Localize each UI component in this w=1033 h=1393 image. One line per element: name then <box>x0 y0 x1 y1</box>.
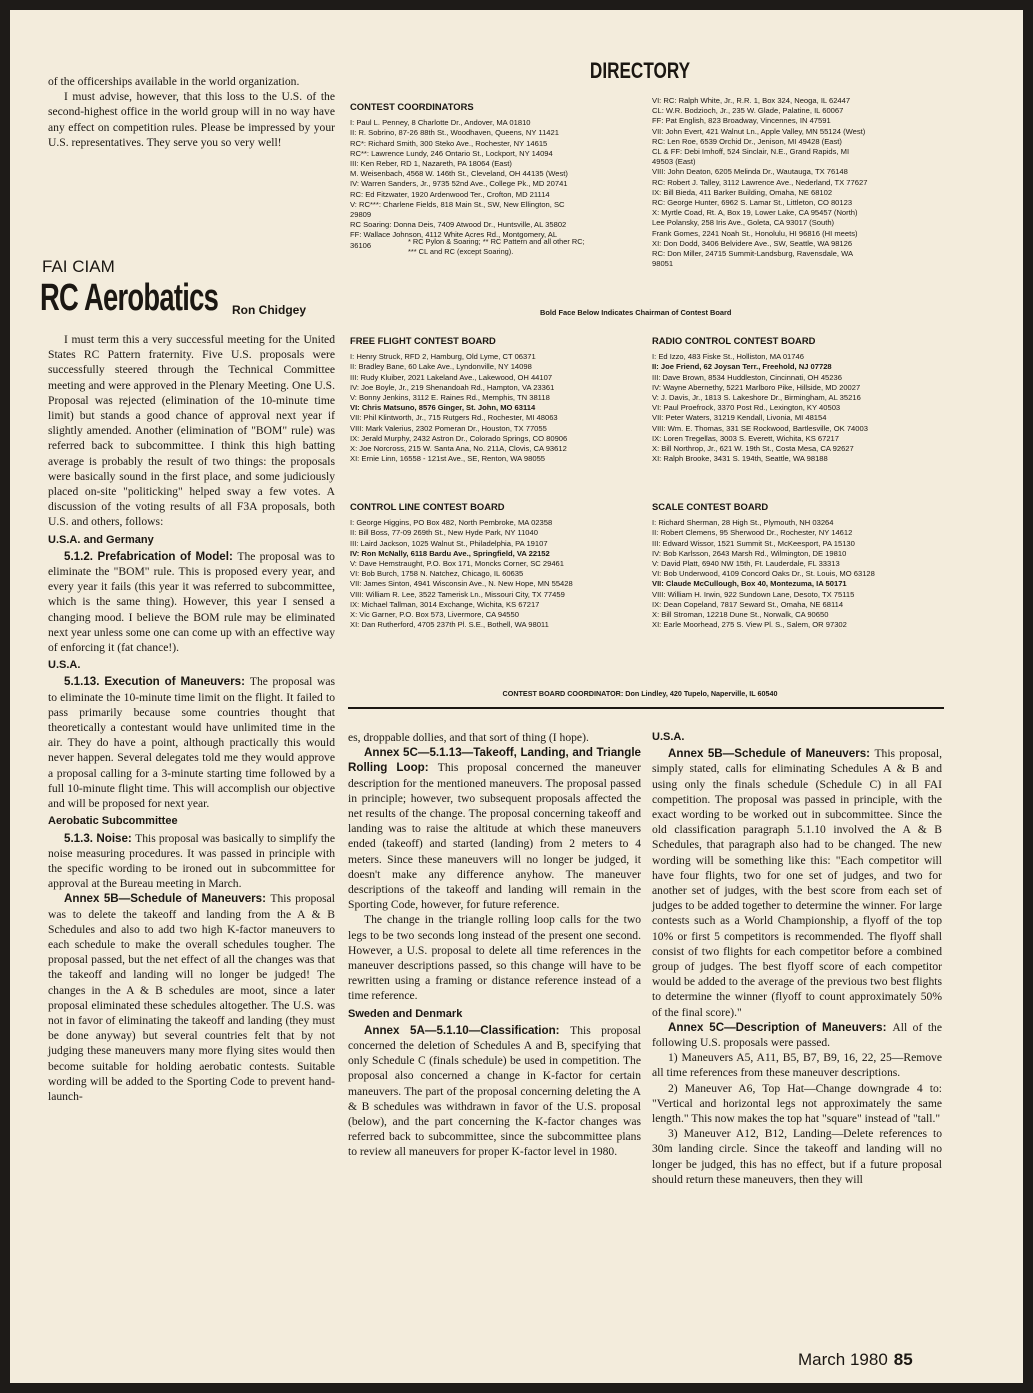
contest-coordinators-left <box>350 102 648 251</box>
directory-entry: VIII: William R. Lee, 3522 Tamerisk Ln., Missouri City, TX 77459 <box>350 589 565 599</box>
directory-entry: VII: Claude McCullough, Box 40, Montezuma, IA 50171 <box>652 579 847 589</box>
article-column-left <box>48 332 335 1104</box>
article-paragraph: This proposal was basically to simplify the noise measuring procedures. It was passed in principle with the specific wording to be ironed out in subcommittee for approval at the Bureau meeting in March. <box>48 831 335 891</box>
directory-entry: III: Ken Reber, RD 1, Nazareth, PA 18064 (East) <box>350 159 512 169</box>
directory-entry: III: Edward Wissor, 1521 Summit St., McKeesport, PA 15130 <box>652 538 855 548</box>
directory-entry: V: Bonny Jenkins, 3112 E. Raines Rd., Memphis, TN 38118 <box>350 393 550 403</box>
directory-entry: VIII: Mark Valerius, 2302 Pomeran Dr., Houston, TX 77055 <box>350 423 547 433</box>
directory-entry: XI: Earle Moorhead, 275 S. View Pl. S., Salem, OR 97302 <box>652 620 847 630</box>
directory-entry: IV: Warren Sanders, Jr., 9735 52nd Ave., College Pk., MD 20741 <box>350 179 568 189</box>
article-column-middle <box>348 730 641 1160</box>
directory-entry: X: Vic Garner, P.O. Box 573, Livermore, CA 94550 <box>350 610 519 620</box>
list-item: 3) Maneuver A12, B12, Landing—Delete references to 30m landing circle. Since the takeoff and landing will no longer be judged, this has no effect, but if a future proposal should return these maneuvers, then they will <box>652 1127 942 1186</box>
directory-entry: VI: Chris Matsuno, 8576 Ginger, St. John, MO 63114 <box>350 403 536 413</box>
free-flight-board <box>350 336 646 464</box>
article-paragraph: es, droppable dollies, and that sort of thing (I hope). <box>348 731 589 744</box>
directory-entry: 49503 (East) <box>652 157 696 167</box>
contest-coordinators-right <box>652 96 944 269</box>
coordinator-footnote-1: * RC Pylon & Soaring; ** RC Pattern and all other RC; <box>408 237 585 246</box>
directory-entry: VIII: John Deaton, 6205 Melinda Dr., Wautauga, TX 76148 <box>652 167 848 177</box>
directory-entry: I: Paul L. Penney, 8 Charlotte Dr., Andover, MA 01810 <box>350 118 531 128</box>
directory-entry: CL: W.R. Bodzioch, Jr., 235 W. Glade, Palatine, IL 60067 <box>652 106 844 116</box>
directory-list <box>652 352 944 464</box>
directory-entry: IX: Loren Tregellas, 3003 S. Everett, Wichita, KS 67217 <box>652 433 839 443</box>
directory-entry: FF: Pat English, 823 Broadway, Vincennes, IN 47591 <box>652 116 831 126</box>
directory-entry: VIII: Wm. E. Thomas, 331 SE Rockwood, Bartlesville, OK 74003 <box>652 423 868 433</box>
list-item: 2) Maneuver A6, Top Hat—Change downgrade 4 to: "Vertical and horizontal legs not approximately the same length." This now makes the top hat "square" instead of "tall." <box>652 1081 942 1126</box>
directory-entry: XI: Don Dodd, 3406 Belvidere Ave., SW, Seattle, WA 98126 <box>652 238 853 248</box>
directory-list <box>350 352 646 464</box>
directory-entry: VI: RC: Ralph White, Jr., R.R. 1, Box 324, Neoga, IL 62447 <box>652 96 851 105</box>
rule-heading: Annex 5B—Schedule of Maneuvers: <box>668 747 871 761</box>
directory-entry: Lee Polansky, 258 Iris Ave., Goleta, CA 93017 (South) <box>652 218 835 228</box>
article-paragraph: The proposal was to eliminate the "BOM" rule. This is proposed every year, and every year it fails (this year it was referred to subcommittee, which is the same thing). However, this year I sensed a changing mood. I believe the BOM rule may be eliminated next year unless some one can come up with an effective way of enforcing it (fat chance!). <box>48 549 335 655</box>
directory-list <box>350 118 648 251</box>
article-column-right <box>652 730 942 1187</box>
magazine-page <box>10 10 1023 1383</box>
directory-section-heading: RADIO CONTROL CONTEST BOARD <box>652 336 816 346</box>
page-number: 85 <box>893 1350 913 1369</box>
directory-entry: IX: Michael Tallman, 3014 Exchange, Wichita, KS 67217 <box>350 599 540 609</box>
directory-entry: VI: Paul Proefrock, 3370 Post Rd., Lexington, KY 40503 <box>652 403 841 413</box>
directory-entry: RC: Len Roe, 6539 Orchid Dr., Jenison, MI 49428 (East) <box>652 136 842 146</box>
directory-entry: 36106 <box>350 240 372 250</box>
control-line-board <box>350 502 646 630</box>
directory-entry: I: Richard Sherman, 28 High St., Plymouth, NH 03264 <box>652 518 834 528</box>
directory-entry: III: Laird Jackson, 1025 Walnut St., Philadelphia, PA 19107 <box>350 538 548 548</box>
section-heading: U.S.A. <box>48 659 81 672</box>
directory-entry: I: Henry Struck, RFD 2, Hamburg, Old Lyme, CT 06371 <box>350 352 536 362</box>
directory-entry: VII: James Sinton, 4941 Wisconsin Ave., N. New Hope, MN 55428 <box>350 579 573 589</box>
directory-entry: IX: Jerald Murphy, 2432 Astron Dr., Colorado Springs, CO 80906 <box>350 433 568 443</box>
directory-list <box>652 518 944 630</box>
divider <box>348 707 944 709</box>
article-paragraph: This proposal concerned the maneuver description for the mentioned maneuvers. The proposal passed in principle; however, two subsequent proposals affected the net results of the change. The proposal concerning takeoff and landing was to raise the altitude at which these maneuvers ended (takeoff) and started (landing) from 2 meters to 4 meters. Since these maneuvers will no longer be judged, it doesn't make any difference anyhow. The maneuver descriptions of the takeoff and landing will remain in the Sporting Code, however, for future reference. <box>348 761 641 912</box>
directory-entry: FF: Wallace Johnson, 4112 White Acres Rd., Montgomery, AL <box>350 230 558 240</box>
section-heading: Sweden and Denmark <box>348 1007 463 1020</box>
directory-entry: II: Robert Clemens, 95 Sherwood Dr., Rochester, NY 14612 <box>652 528 853 538</box>
directory-entry: RC Soaring: Donna Deis, 7409 Atwood Dr., Huntsville, AL 35802 <box>350 220 567 230</box>
scale-board <box>652 502 944 630</box>
section-heading: Aerobatic Subcommittee <box>48 815 178 828</box>
rule-heading: 5.1.3. Noise: <box>64 831 132 845</box>
directory-entry: I: Ed Izzo, 483 Fiske St., Holliston, MA 01746 <box>652 352 804 362</box>
directory-entry: RC: Ed Fitzwater, 1920 Ardenwood Ter., Crofton, MD 21114 <box>350 189 550 199</box>
directory-section-heading: CONTEST COORDINATORS <box>350 102 474 112</box>
directory-entry: III: Rudy Kluiber, 2021 Lakeland Ave., Lakewood, OH 44107 <box>350 372 553 382</box>
issue-date: March 1980 <box>798 1350 888 1369</box>
directory-section-heading: SCALE CONTEST BOARD <box>652 502 769 512</box>
directory-entry: RC**: Lawrence Lundy, 246 Ontario St., Lockport, NY 14094 <box>350 148 553 158</box>
rule-heading: Annex 5B—Schedule of Maneuvers: <box>64 892 266 906</box>
directory-entry: V: J. Davis, Jr., 1813 S. Lakeshore Dr., Birmingham, AL 35216 <box>652 393 861 403</box>
directory-entry: IV: Bob Karlsson, 2643 Marsh Rd., Wilmington, DE 19810 <box>652 548 847 558</box>
directory-entry: CL & FF: Debi Imhoff, 524 Sinclair, N.E., Grand Rapids, MI <box>652 147 850 157</box>
directory-entry: III: Dave Brown, 8534 Huddleston, Cincinnati, OH 45236 <box>652 372 842 382</box>
section-heading: U.S.A. <box>652 731 685 743</box>
directory-entry: M. Weisenbach, 4568 W. 146th St., Cleveland, OH 44135 (West) <box>350 169 568 179</box>
page-folio <box>798 1350 913 1370</box>
directory-entry: IV: Wayne Abernethy, 5221 Marlboro Pike, Hillside, MD 20027 <box>652 382 861 392</box>
intro-paragraph-2: I must advise, however, that this loss to the U.S. of the second-highest office in the world group will in no way have any effect on competition rules. Please be impressed by your U.S. representatives. They serve you so very well! <box>48 90 335 149</box>
directory-entry: V: David Platt, 6940 NW 15th, Ft. Lauderdale, FL 33313 <box>652 559 840 569</box>
directory-entry: VII: Peter Waters, 31219 Kendall, Livonia, MI 48154 <box>652 413 827 423</box>
coordinator-footnote-2: *** CL and RC (except Soaring). <box>408 247 514 256</box>
directory-entry: IV: Joe Boyle, Jr., 219 Shenandoah Rd., Hampton, VA 23361 <box>350 382 555 392</box>
article-paragraph: This proposal, simply stated, calls for eliminating Schedules A & B and using only the finals schedule (Schedule C) in all FAI competition. The proposal was passed in principle, with the exact wording to be worked out in subcommittee. Since the old classification paragraph 5.1.10 involved the A & B Schedules, that paragraph also had to be changed. The new wording will be something like this: "Each competitor will have four flights, two for one set of judges, and two for another set of judges, with the best score from each set of judges to be added together to determine the winner. For large contests such as a World Championship, a flyoff of the top 10% or first 5 competitors is recommended. The flyoff shall consist of two flights for each competitor before a combined group of judges. The best flyoff score of each competitor would be added to the average of the previous two best flights to determine the winner (flyoff to count approximately 50% of the final score)." <box>652 747 942 1019</box>
directory-entry: I: George Higgins, PO Box 482, North Pembroke, MA 02358 <box>350 518 553 528</box>
directory-entry: X: Myrtle Coad, Rt. A, Box 19, Lower Lake, CA 95457 (North) <box>652 208 858 218</box>
directory-entry: X: Joe Norcross, 215 W. Santa Ana, No. 211A, Clovis, CA 93612 <box>350 444 567 454</box>
directory-entry: IV: Ron McNally, 6118 Bardu Ave., Springfield, VA 22152 <box>350 548 550 558</box>
article-paragraph: The proposal was to eliminate the 10-minute time limit on the flight. It failed to pass primarily because some countries thought that theoretically a contestant would have unlimited time in the air. They do have a point, although practically this would never happen. Several delegates told me they would approve a proposal calling for a 3-minute starting time followed by a full 10-minute flight time. This will accomplish our objective and will be proposed for next year. <box>48 675 335 811</box>
contest-board-coordinator: CONTEST BOARD COORDINATOR: Don Lindley, 420 Tupelo, Naperville, IL 60540 <box>502 689 778 698</box>
directory-entry: RC: Robert J. Talley, 3112 Lawrence Ave., Nederland, TX 77627 <box>652 177 868 187</box>
article-author: Ron Chidgey <box>232 303 306 317</box>
directory-entry: VI: Bob Underwood, 4109 Concord Oaks Dr., St. Louis, MO 63128 <box>652 569 875 579</box>
rule-heading: Annex 5C—Description of Maneuvers: <box>668 1020 887 1034</box>
directory-entry: VII: John Evert, 421 Walnut Ln., Apple Valley, MN 55124 (West) <box>652 126 866 136</box>
rule-heading: 5.1.13. Execution of Maneuvers: <box>64 675 245 689</box>
directory-entry: II: Bradley Bane, 60 Lake Ave., Lyndonville, NY 14098 <box>350 362 532 372</box>
directory-list <box>350 518 646 630</box>
article-kicker: FAI CIAM <box>42 257 115 276</box>
directory-entry: XI: Ernie Linn, 16558 - 121st Ave., SE, Renton, WA 98055 <box>350 454 546 464</box>
directory-section-heading: FREE FLIGHT CONTEST BOARD <box>350 336 496 346</box>
directory-entry: RC: George Hunter, 6962 S. Lamar St., Littleton, CO 80123 <box>652 198 853 208</box>
section-heading: U.S.A. and Germany <box>48 533 154 546</box>
directory-entry: II: R. Sobrino, 87-26 88th St., Woodhaven, Queens, NY 11421 <box>350 128 559 138</box>
intro-text <box>48 74 335 150</box>
directory-entry: IX: Dean Copeland, 7817 Seward St., Omaha, NE 68114 <box>652 599 844 609</box>
rule-heading: Annex 5A—5.1.10—Classification: <box>364 1023 560 1037</box>
directory-entry: XI: Ralph Brooke, 3431 S. 194th, Seattle, WA 98188 <box>652 454 828 464</box>
article-title: RC Aerobatics <box>40 277 219 319</box>
article-paragraph: All of the following U.S. proposals were passed. <box>652 1020 942 1050</box>
directory-entry: V: RC***: Charlene Fields, 818 Main St., SW, New Ellington, SC <box>350 199 565 209</box>
bold-face-note: Bold Face Below Indicates Chairman of Contest Board <box>540 308 732 317</box>
directory-entry: X: Bill Stroman, 12218 Dune St., Norwalk, CA 90650 <box>652 610 829 620</box>
directory-entry: X: Bill Northrop, Jr., 621 W. 19th St., Costa Mesa, CA 92627 <box>652 444 854 454</box>
directory-entry: RC*: Richard Smith, 300 Steko Ave., Rochester, NY 14615 <box>350 138 548 148</box>
rule-heading: 5.1.2. Prefabrication of Model: <box>64 549 233 563</box>
article-paragraph: I must term this a very successful meeting for the United States RC Pattern fraternity. Five U.S. proposals were successfully steered through the Technical Committee meeting and were approved in the Plenary Meeting. One U.S. Proposal was rejected (elimination of the 10-minute time limit) but stands a good chance of approval next year if slightly amended. Another (elimination of "BOM" rule) was referred back to subcommittee. I think this high batting average is probably the result of two things: the proposals were basically sound in the first place, and some judiciously placed on-site "politicking" helped sway a few votes. A discussion of the voting results of all F3A proposals, both U.S. and others, follows: <box>48 333 335 529</box>
directory-entry: RC: Don Miller, 24715 Summit-Landsburg, Ravensdale, WA <box>652 249 854 259</box>
directory-entry: II: Bill Boss, 77-09 269th St., New Hyde Park, NY 11040 <box>350 528 538 538</box>
directory-entry: VI: Bob Burch, 1758 N. Natchez, Chicago, IL 60635 <box>350 569 524 579</box>
radio-control-board <box>652 336 944 464</box>
article-paragraph: The change in the triangle rolling loop calls for the two legs to be two seconds long instead of the present one second. However, a U.S. proposal to delete all time references in the maneuver descriptions passed, so this change will have to be rewritten using a framing or distance reference instead of a time reference. <box>348 913 641 1003</box>
directory-entry: XI: Dan Rutherford, 4705 237th Pl. S.E., Bothell, WA 98011 <box>350 620 549 630</box>
article-paragraph: This proposal concerned the deletion of Schedules A and B, specifying that only Schedule C (finals schedule) be used in competition. The proposal also concerned a change in K-factor for certain maneuvers. The part of the proposal concerning deleting the A & B schedules was withdrawn in favor of the U.S. proposal (below), and the part concerning the K-factor changes was referred back to subcommittee, since the subcommittee plans to review all maneuvers for proper K-factor level in 1980. <box>348 1023 642 1159</box>
article-paragraph: This proposal was to delete the takeoff and landing from the A & B Schedules and also to add two high K-factor maneuvers to each schedule to make the overall schedules tougher. The proposal passed, but the net effect of all the changes was that the takeoff and landing will no longer be judged! The changes in the A & B schedules are moot, since a later proposal eliminated these schedules altogether. The U.S. was not in favor of eliminating the takeoff and landing (they must be done anyway) but several countries felt that by not judging these maneuvers many more flying sites would then become suitable for holding aerobatic contests. Suitable wording will be added to the Sporting Code to prevent hand-launch- <box>48 892 335 1103</box>
directory-title: DIRECTORY <box>589 58 691 83</box>
directory-entry: VII: Phil Klintworth, Jr., 715 Rutgers Rd., Rochester, MI 48063 <box>350 413 558 423</box>
directory-entry: IX: Bill Bieda, 411 Barker Building, Omaha, NE 68102 <box>652 187 833 197</box>
directory-entry: 98051 <box>652 259 674 269</box>
intro-paragraph-1: of the officerships available in the world organization. <box>48 75 300 88</box>
directory-entry: 29809 <box>350 210 372 220</box>
rule-heading: Annex 5C—5.1.13—Takeoff, Landing, and Triangle Rolling Loop: <box>348 746 641 775</box>
list-item: 1) Maneuvers A5, A11, B5, B7, B9, 16, 22, 25—Remove all time references from these maneuver descriptions. <box>652 1051 942 1080</box>
directory-list <box>652 96 944 269</box>
directory-entry: V: Dave Hemstraught, P.O. Box 171, Moncks Corner, SC 29461 <box>350 559 564 569</box>
directory-entry: VIII: William H. Irwin, 922 Sundown Lane, Desoto, TX 75115 <box>652 589 855 599</box>
directory-section-heading: CONTROL LINE CONTEST BOARD <box>350 502 505 512</box>
directory-entry: Frank Gomes, 2241 Noah St., Honolulu, HI 96816 (HI meets) <box>652 228 858 238</box>
directory-entry: II: Joe Friend, 62 Joysan Terr., Freehold, NJ 07728 <box>652 362 832 372</box>
